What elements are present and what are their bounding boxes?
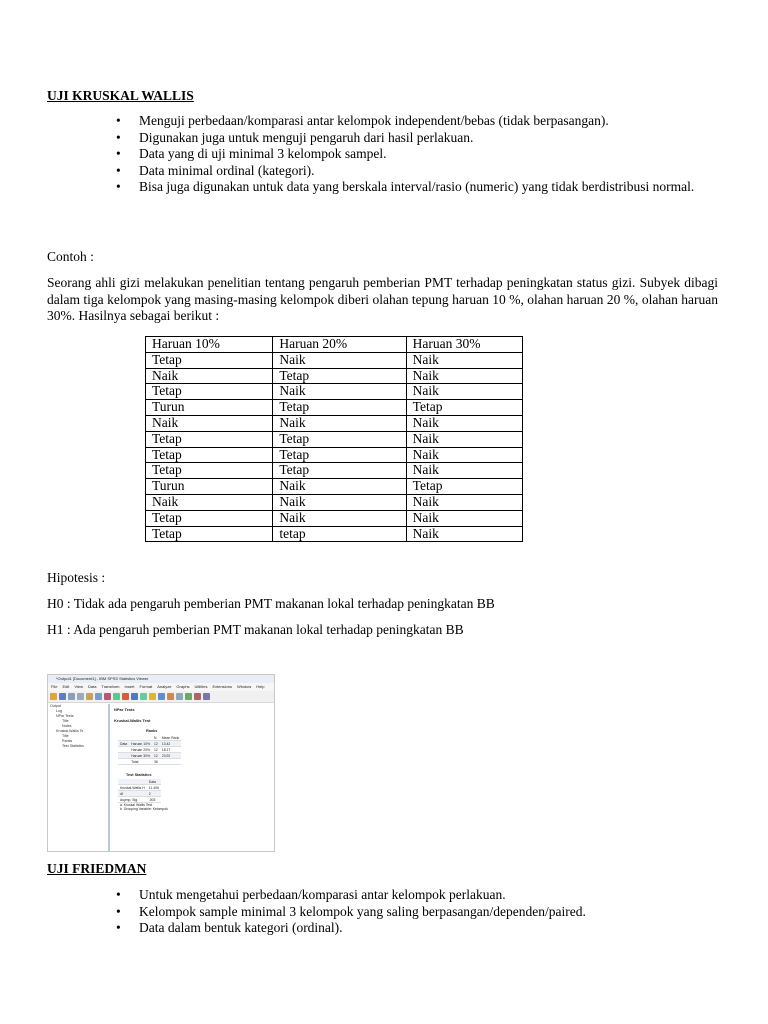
table-row (118, 759, 181, 765)
table-row (146, 415, 523, 431)
goto-data-icon (122, 693, 129, 700)
npar-heading: NPar Tests (114, 707, 135, 712)
table-row (146, 400, 523, 416)
spss-outline-item[interactable]: Kruskal-Wallis Te (56, 729, 84, 733)
spss-menu-item[interactable]: Graphs (176, 684, 190, 689)
undo-icon (104, 693, 111, 700)
table-cell: Naik (406, 526, 522, 542)
spss-menu-item[interactable]: Extensions (212, 684, 233, 689)
table-cell: Tetap (273, 447, 406, 463)
table-cell: 13.42 (160, 741, 181, 747)
table-cell: Haruan 20% (131, 747, 151, 752)
show-icon (185, 693, 192, 700)
table-cell: 12 (154, 747, 158, 752)
demote-icon (176, 693, 183, 700)
table-cell: Asymp. Sig. (118, 797, 147, 803)
table-cell: Tetap (146, 463, 273, 479)
table-cell: Naik (273, 415, 406, 431)
table-cell: Naik (406, 415, 522, 431)
insert-heading-icon (203, 693, 210, 700)
table-cell: df (118, 791, 147, 797)
spss-menu-item[interactable]: Utilities (194, 684, 208, 689)
footnote: a. Kruskal Wallis Test (120, 803, 153, 807)
table-row (146, 384, 523, 400)
table-cell: Naik (273, 479, 406, 495)
spss-outline-item[interactable]: Ranks (62, 739, 73, 743)
spss-outline-pane (48, 704, 110, 851)
redo-icon (113, 693, 120, 700)
table-cell: Naik (146, 415, 273, 431)
spss-output-pane (114, 704, 274, 851)
table-cell: Naik (406, 431, 522, 447)
spss-menu-item[interactable]: Transform (101, 684, 120, 689)
table-row (146, 510, 523, 526)
table-cell: Turun (146, 479, 273, 495)
spss-body (48, 704, 274, 851)
kruskal-wallis-heading: UJI KRUSKAL WALLIS (47, 88, 194, 103)
table-cell: Naik (406, 368, 522, 384)
column-header: Haruan 30% (406, 337, 522, 353)
table-row (146, 431, 523, 447)
variables-icon (140, 693, 147, 700)
table-row (146, 352, 523, 368)
table-row (146, 479, 523, 495)
spss-outline-item[interactable]: Title (62, 719, 69, 723)
hypothesis-h0: H0 : Tidak ada pengaruh pemberian PMT makanan lokal terhadap peningkatan BB (47, 596, 495, 611)
goto-case-icon (131, 693, 138, 700)
table-cell: Tetap (146, 431, 273, 447)
table-cell: Naik (406, 447, 522, 463)
friedman-bullet-list (139, 887, 719, 937)
list-item: • Menguji perbedaan/komparasi antar kelompok independent/bebas (tidak berpasangan). (139, 113, 719, 130)
table-cell: Naik (406, 494, 522, 510)
table-row (146, 463, 523, 479)
table-cell: 12 (154, 741, 158, 746)
table-cell: Naik (406, 352, 522, 368)
spss-menu-item[interactable]: Format (139, 684, 153, 689)
column-header: N (152, 735, 160, 741)
spss-menu-item[interactable]: File (51, 684, 58, 689)
table-cell: Naik (273, 494, 406, 510)
table-cell: Naik (406, 510, 522, 526)
table-cell (160, 759, 181, 765)
promote-icon (167, 693, 174, 700)
list-item: • Kelompok sample minimal 3 kelompok yang saling berpasangan/dependen/paired. (139, 904, 719, 921)
table-cell: 36 (154, 759, 158, 764)
table-cell: Tetap (273, 400, 406, 416)
spss-menu-item[interactable]: Window (237, 684, 252, 689)
ranks-table (118, 735, 181, 765)
spss-menu-item[interactable]: Data (87, 684, 97, 689)
export-icon (86, 693, 93, 700)
table-cell: Tetap (406, 479, 522, 495)
table-cell: Tetap (146, 352, 273, 368)
open-icon (50, 693, 57, 700)
spss-menu-bar (48, 683, 274, 691)
list-item: • Data yang di uji minimal 3 kelompok sampel. (139, 146, 719, 163)
table-row (146, 447, 523, 463)
table-cell: Tetap (273, 368, 406, 384)
table-cell: Tetap (146, 384, 273, 400)
print-icon (68, 693, 75, 700)
table-cell: Naik (273, 510, 406, 526)
table-cell: Tetap (146, 526, 273, 542)
spss-window-title: *Output1 [Document1] - IBM SPSS Statistics Viewer (48, 675, 274, 683)
table-cell: .003 (147, 797, 161, 803)
table-cell: Naik (406, 463, 522, 479)
table-cell: Haruan 10% (131, 741, 151, 746)
table-cell: Naik (273, 352, 406, 368)
list-item: • Bisa juga digunakan untuk data yang berskala interval/rasio (numeric) yang tidak berdistribusi normal. (139, 179, 719, 196)
table-cell: Tetap (273, 431, 406, 447)
table-cell: 11.406 (148, 785, 159, 790)
table-row (146, 494, 523, 510)
table-cell: Data (147, 779, 161, 785)
spss-output-screenshot (47, 674, 275, 852)
table-row (118, 797, 161, 803)
column-header: Haruan 10% (146, 337, 273, 353)
table-cell: 18.17 (160, 747, 181, 753)
table-cell: Haruan 30% (131, 753, 151, 758)
table-cell: Naik (406, 384, 522, 400)
ranks-title: Ranks (146, 729, 158, 733)
save-icon (59, 693, 66, 700)
table-cell: 12 (154, 753, 158, 758)
example-paragraph: Seorang ahli gizi melakukan penelitian tentang pengaruh pemberian PMT terhadap peningkatan status gizi. Subyek dibagi dalam tiga kelompok yang masing-masing kelompok diberi olahan tepung haruan 10 %, olahan haruan 20 %, olahan haruan 30%. Hasilnya sebagai berikut : (47, 275, 718, 324)
spss-outline-item[interactable]: Notes (62, 724, 72, 728)
table-body (146, 352, 523, 542)
example-label: Contoh : (47, 249, 94, 264)
table-cell: Tetap (406, 400, 522, 416)
table-cell: Tetap (146, 447, 273, 463)
spss-toolbar (48, 691, 274, 703)
table-row (146, 526, 523, 542)
column-header: Haruan 20% (273, 337, 406, 353)
table-cell: Kruskal-Wallis H (120, 785, 145, 790)
spss-outline-item[interactable]: Output (50, 704, 61, 708)
table-cell: tetap (273, 526, 406, 542)
table-cell: 2 (147, 791, 161, 797)
table-row (146, 368, 523, 384)
hypothesis-h1: H1 : Ada pengaruh pemberian PMT makanan lokal terhadap peningkatan BB (47, 622, 464, 637)
table-cell: Naik (146, 368, 273, 384)
list-item: • Data minimal ordinal (kategori). (139, 163, 719, 180)
column-header: Mean Rank (161, 735, 180, 740)
table-header-row (146, 337, 523, 353)
chart-icon (149, 693, 156, 700)
table-cell: Tetap (146, 510, 273, 526)
table-cell: Turun (146, 400, 273, 416)
spss-menu-item[interactable]: Help (256, 684, 265, 689)
table-cell (118, 759, 129, 765)
kruskal-subheading: Kruskal-Wallis Test (114, 718, 151, 723)
table-cell: 23.92 (160, 753, 181, 759)
table-cell: Data (120, 741, 128, 746)
stats-title: Test Statistics (126, 773, 152, 777)
kruskal-bullet-list (139, 113, 719, 196)
list-item: • Untuk mengetahui perbedaan/komparasi antar kelompok perlakuan. (139, 887, 719, 904)
table-icon (158, 693, 165, 700)
spss-outline-item[interactable]: NPar Tests (56, 714, 74, 718)
list-item: • Data dalam bentuk kategori (ordinal). (139, 920, 719, 937)
list-item: • Digunakan juga untuk menguji pengaruh dari hasil perlakuan. (139, 130, 719, 147)
hypothesis-label: Hipotesis : (47, 570, 106, 585)
friedman-heading: UJI FRIEDMAN (47, 861, 147, 876)
table-cell: Tetap (273, 463, 406, 479)
dialog-recall-icon (95, 693, 102, 700)
spss-outline-item[interactable]: Test Statistics (62, 744, 84, 748)
spss-outline-item[interactable]: Title (62, 734, 69, 738)
table-cell: Total (129, 759, 152, 765)
table-cell: Naik (146, 494, 273, 510)
preview-icon (77, 693, 84, 700)
test-statistics-table (118, 779, 161, 803)
spss-outline-item[interactable]: Log (56, 709, 62, 713)
data-table (145, 336, 523, 542)
footnote: b. Grouping Variable: Kelompok (120, 807, 168, 811)
spss-menu-item[interactable]: Insert (124, 684, 135, 689)
spss-menu-item[interactable]: View (74, 684, 83, 689)
spss-menu-item[interactable]: Analyze (157, 684, 172, 689)
spss-menu-item[interactable]: Edit (62, 684, 70, 689)
table-cell: Naik (273, 384, 406, 400)
hide-icon (194, 693, 201, 700)
